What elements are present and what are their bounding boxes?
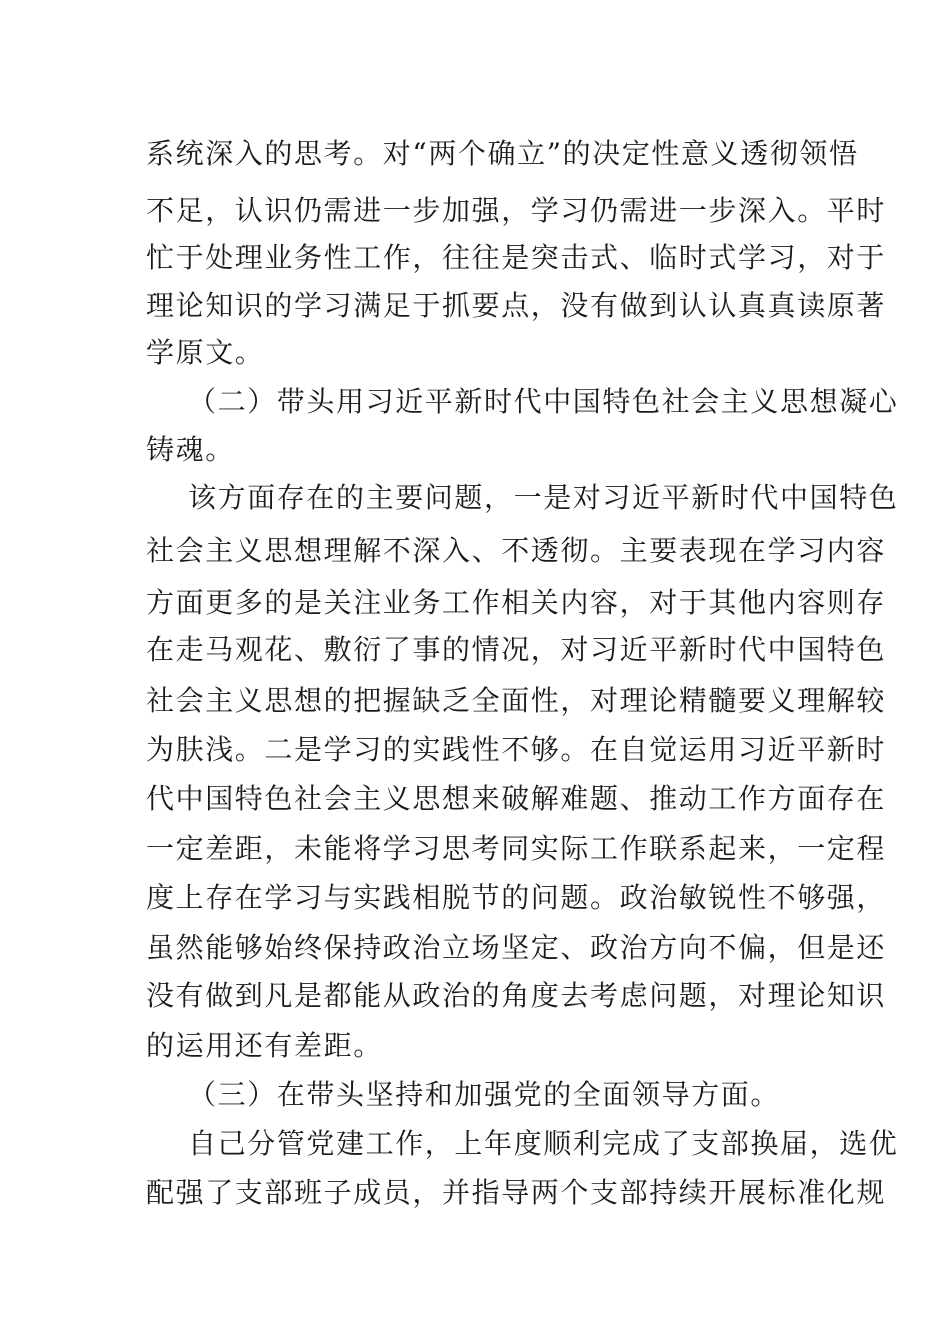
text-line: 学原文。 (146, 336, 265, 369)
text-line: 方面更多的是关注业务工作相关内容，对于其他内容则存 (146, 586, 887, 619)
text-line: 自己分管党建工作，上年度顺利完成了支部换届，选优 (188, 1127, 899, 1160)
text-line: 铸魂。 (146, 433, 235, 466)
text-line: 虽然能够始终保持政治立场坚定、政治方向不偏，但是还 (146, 931, 887, 964)
section-heading: （二）带头用习近平新时代中国特色社会主义思想凝心 (188, 385, 899, 418)
text-line: 理论知识的学习满足于抓要点，没有做到认认真真读原著 (146, 289, 887, 322)
text-line: 配强了支部班子成员，并指导两个支部持续开展标准化规 (146, 1176, 887, 1209)
text-line: 代中国特色社会主义思想来破解难题、推动工作方面存在 (146, 782, 887, 815)
text-line: 忙于处理业务性工作，往往是突击式、临时式学习，对于 (146, 241, 887, 274)
text-line: 社会主义思想的把握缺乏全面性，对理论精髓要义理解较 (146, 684, 887, 717)
text-line: 没有做到凡是都能从政治的角度去考虑问题，对理论知识 (146, 979, 887, 1012)
text-line: 为肤浅。二是学习的实践性不够。在自觉运用习近平新时 (146, 733, 887, 766)
text-line: 一定差距，未能将学习思考同实际工作联系起来，一定程 (146, 832, 887, 865)
section-heading: （三）在带头坚持和加强党的全面领导方面。 (188, 1078, 781, 1111)
text-line: 在走马观花、敷衍了事的情况，对习近平新时代中国特色 (146, 633, 887, 666)
text-line: 度上存在学习与实践相脱节的问题。政治敏锐性不够强， (146, 881, 887, 914)
text-line: 该方面存在的主要问题，一是对习近平新时代中国特色 (188, 481, 899, 514)
text-line: 的运用还有差距。 (146, 1029, 383, 1062)
text-line: 社会主义思想理解不深入、不透彻。主要表现在学习内容 (146, 534, 887, 567)
text-line: 不足，认识仍需进一步加强，学习仍需进一步深入。平时 (146, 194, 887, 227)
text-line: 系统深入的思考。对“两个确立”的决定性意义透彻领悟 (146, 137, 859, 170)
